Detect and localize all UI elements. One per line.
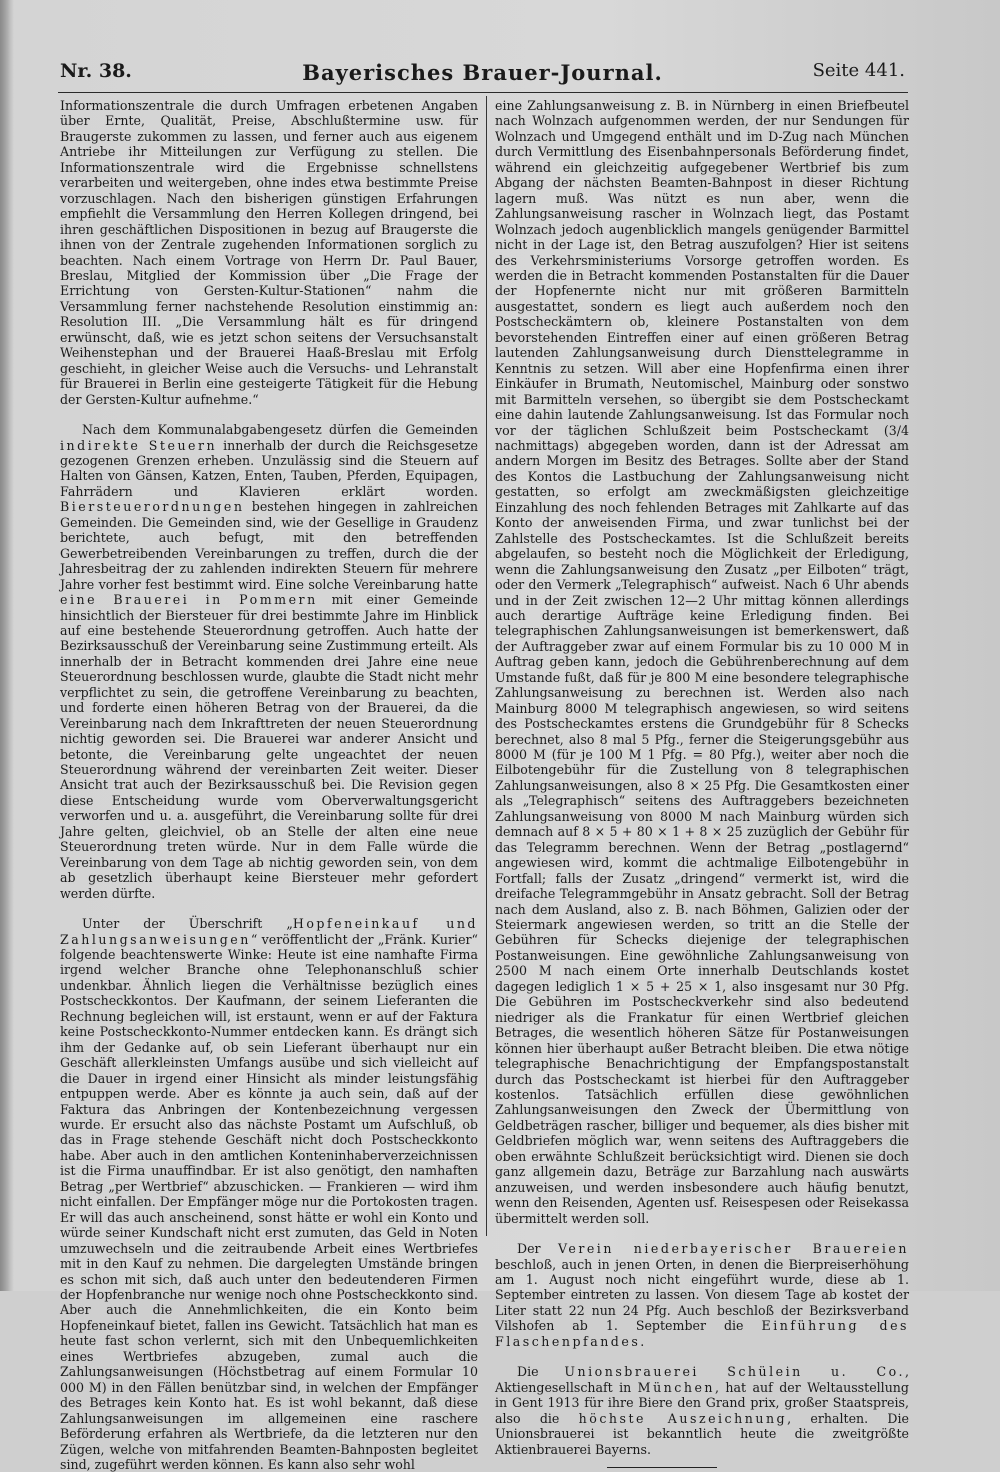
right-paragraph-3: [495, 1364, 909, 1457]
spaced-emphasis: München: [637, 1379, 716, 1395]
text-run: “ veröffentlicht der „Fränk. Kurier“ folgende beachtenswerte Winke: Heute ist eine namhafte Firma irgend welcher Branche ohne Telephonanschluß schier undenkbar. Ähnlich liegen die Verhältnisse bezüglich eines Postscheckkontos. Der Kaufmann, der seinem Lieferanten die Rechnung begleichen will, ist erstaunt, wenn er auf der Faktura keine Postscheckkonto-Nummer entdecken kann. Es drängt sich ihm der Gedanke auf, ob sein Lieferant überhaupt nur ein Geschäft allerkleinsten Umfangs ausübe und sich vielleicht auf die Dauer in irgend einer Hinsicht als minder leistungsfähig entpuppen werde. Aber es könnte ja auch sein, daß auf der Faktura das Anbringen der Kontenbezeichnung vergessen wurde. Er ersucht also das nächste Postamt um Aufschluß, ob das in Frage stehende Geschäft nicht doch Postscheckkonto habe. Aber auch in den amtlichen Konteninhaberverzeichnissen ist die Firma unauffindbar. Er ist also genötigt, den namhaften Betrag „per Wertbrief“ abzuschicken. — Frankieren — wird ihm nicht einfallen. Der Empfänger möge nur die Portokosten tragen. Er will das auch anscheinend, sonst hätte er wohl ein Konto und würde seiner Kundschaft nicht erst zumuten, das Geld in Noten umzuwechseln und die zeitraubende Arbeit eines Wertbriefes mit in den Kauf zu nehmen. Die dargelegten Umstände bringen es schon mit sich, daß auch unter den bedeutenderen Firmen der Hopfenbranche nur wenige noch ohne Postscheckkonto sind. Aber auch die Annehmlichkeiten, die ein Konto beim Hopfeneinkauf bietet, fallen ins Gewicht. Tatsächlich hat man es heute fast schon verlernt, sich mit den Unbequemlichkeiten eines Wertbriefes abzugeben, zumal auch die Zahlungsanweisungen (Höchstbetrag auf einem Formular 10 000 M) in den Fällen benützbar sind, in welchen der Empfänger des Betrages kein Konto hat. Es ist wohl bekannt, daß diese Zahlungsanweisungen im allgemeinen eine raschere Beförderung erfahren als Wertbriefe, da die letzteren nur den Zügen, welche von mitfahrenden Beamten-Bahnposten begleitet sind, zugeführt werden können. Es kann also sehr wohl: [60, 931, 478, 1472]
spaced-emphasis: Biersteuerordnungen: [60, 499, 245, 515]
text-run: Nach dem Kommunalabgabengesetz dürfen die Gemeinden: [82, 422, 478, 438]
spaced-emphasis: höchste Auszeichnung: [578, 1410, 788, 1426]
left-paragraph-1: Informationszentrale die durch Umfragen erbetenen Angaben über Ernte, Qualität, Preise, Abschlußtermine usw. für Braugerste zukommen zu lassen, und ferner auch aus eigenem Antriebe ihr Mitteilungen zur Verfügung zu stellen. Die Informationszentrale wird die Ergebnisse schnellstens verarbeiten und weitergeben, ohne indes etwa bestimmte Preise vorzuschlagen. Nach den bisherigen günstigen Erfahrungen empfiehlt die Versammlung den Herren Kollegen dringend, bei ihren geschäftlichen Dispositionen in bezug auf Braugerste die ihnen von der Zentrale zugehenden Informationen sorglich zu beachten. Nach einem Vortrage von Herrn Dr. Paul Bauer, Breslau, Mitglied der Kommission über „Die Frage der Errichtung von Gersten-Kultur-Stationen“ nahm die Versammlung ferner nachstehende Resolution einstimmig an: Resolution III. „Die Versammlung hält es für dringend erwünscht, daß, wie es jetzt schon seitens der Versuchsanstalt Weihenstephan und der Brauerei Haaß-Breslau mit Erfolg geschieht, in gleicher Weise auch die Versuchs- und Lehranstalt für Brauerei in Berlin eine gesteigerte Tätigkeit für die Hebung der Gersten-Kultur aufnehme.“: [60, 98, 478, 407]
page-number: Seite 441.: [812, 60, 905, 81]
spaced-emphasis: Verein niederbayerischer Brauereien: [557, 1241, 909, 1257]
text-run: , erhalten. Die Unionsbrauerei ist bekanntlich heute die zweitgrößte Aktienbrauerei Bayerns.: [495, 1410, 909, 1457]
right-column: [495, 98, 909, 1457]
article-end-rule: [607, 1467, 717, 1468]
spaced-emphasis: Hopfeneinkauf und Zahlungsanweisungen: [60, 916, 478, 947]
left-column: [60, 98, 478, 1472]
right-paragraph-1: eine Zahlungsanweisung z. B. in Nürnberg in einen Briefbeutel nach Wolnzach aufgenommen werden, der nur Sendungen für Wolnzach und Umgegend enthält und im D-Zug nach München durch Vermittlung des Eisenbahnpersonals Beförderung findet, während ein gleichzeitig aufgegebener Wertbrief bis zum Abgang der nächsten Beamten-Bahnpost in dieser Richtung lagern muß. Was nützt es nun aber, wenn die Zahlungsanweisung rascher in Wolnzach liegt, das Postamt Wolnzach jedoch augenblicklich mangels genügender Barmittel nicht in der Lage ist, den Betrag auszufolgen? Hier ist seitens des Verkehrsministeriums Vorsorge getroffen worden. Es werden die in Betracht kommenden Postanstalten für die Dauer der Hopfenernte nicht nur mit größeren Barmitteln ausgestattet, sondern es liegt auch außerdem noch den Postscheckämtern ob, kleinere Postanstalten von dem bevorstehenden Eintreffen einer auf einen größeren Betrag lautenden Zahlungsanweisung durch Diensttelegramme in Kenntnis zu setzen. Will aber eine Hopfenfirma einen ihrer Einkäufer in Brumath, Neutomischel, Mainburg oder sonstwo mit Barmitteln versehen, so übergibt sie dem Postscheckamt eine dahin lautende Zahlungsanweisung. Ist das Formular noch vor der täglichen Schlußzeit beim Postscheckamt (3/4 nachmittags) abgegeben worden, dann ist der Adressat am andern Morgen im Besitz des Betrages. Sollte aber der Stand des Kontos die Lastbuchung der Zahlungsanweisung nicht gestatten, so erfolgt am zweckmäßigsten gleichzeitige Einzahlung des noch fehlenden Betrages mit Zahlkarte auf das Konto der anweisenden Firma, und zwar tunlichst bei der Zahlstelle des Postscheckamtes. Ist die Schlußzeit bereits abgelaufen, so besteht noch die Möglichkeit der Erledigung, wenn die Zahlungsanweisung den Zusatz „per Eilboten“ trägt, oder den Vermerk „Telegraphisch“ aufweist. Nach 6 Uhr abends und in der Zeit zwischen 12—2 Uhr mittag können allerdings auch derartige Aufträge keine Erledigung finden. Bei telegraphischen Zahlungsanweisungen ist bemerkenswert, daß der Auftraggeber zwar auf einem Formular bis zu 10 000 M in Auftrag geben kann, jedoch die Gebührenberechnung auf dem Umstande fußt, daß für je 800 M eine besondere telegraphische Zahlungsanweisung zu berechnen ist. Werden also nach Mainburg 8000 M telegraphisch angewiesen, so wird seitens des Postscheckamtes erstens die Grundgebühr für 8 Schecks berechnet, also 8 mal 5 Pfg., ferner die Steigerungsgebühr aus 8000 M (für je 100 M 1 Pfg. = 80 Pfg.), weiter aber noch die Eilbotengebühr für die Zustellung von 8 telegraphischen Zahlungsanweisungen, also 8 × 25 Pfg. Die Gesamtkosten einer als „Telegraphisch“ seitens des Auftraggebers bezeichneten Zahlungsanweisung von 8000 M nach Mainburg würden sich demnach auf 8 × 5 + 80 × 1 + 8 × 25 zuzüglich der Gebühr für das Telegramm berechnen. Wenn der Betrag „postlagernd“ angewiesen wird, kommt die achtmalige Eilbotengebühr in Fortfall; falls der Zusatz „dringend“ vermerkt ist, wird die dreifache Telegrammgebühr in Ansatz gebracht. Soll der Betrag nach dem Ausland, also z. B. nach Böhmen, Galizien oder der Steiermark angewiesen werden, so tritt an die Stelle der Gebühren für Schecks diejenige der telegraphischen Postanweisungen. Eine gewöhnliche Zahlungsanweisung von 2500 M nach einem Orte innerhalb Deutschlands kostet dagegen lediglich 1 × 5 + 25 × 1, also insgesamt nur 30 Pfg. Die Gebühren im Postscheckverkehr sind also bedeutend niedriger als die Frankatur für einen Wertbrief gleichen Betrages, die wesentlich höheren Sätze für Postanweisungen können hier überhaupt außer Betracht bleiben. Die etwa nötige telegraphische Benachrichtigung der Empfangspostanstalt durch das Postscheckamt ist hierbei für den Auftraggeber kostenlos. Tatsächlich erfüllen diese gewöhnlichen Zahlungsanweisungen den Zweck der Übermittlung von Geldbeträgen rascher, billiger und bequemer, als dies bisher mit Geldbriefen möglich war, wenn seitens des Auftraggebers die oben erwähnte Schlußzeit berücksichtigt wird. Dienen sie doch ganz allgemein dazu, Beträge zur Barzahlung nach auswärts anzuweisen, und werden insbesondere auch häufig benutzt, wenn den Reisenden, Agenten usf. Reisespesen oder Reisekassa übermittelt werden soll.: [495, 98, 909, 1226]
journal-title: Bayerisches Brauer-Journal.: [302, 60, 663, 85]
text-run: Unter der Überschrift „: [82, 916, 293, 932]
text-run: bestehen hingegen in zahlreichen Gemeinden. Die Gemeinden sind, wie der Gesellige in Graudenz berichtete, auch befugt, mit den betreffenden Gewerbetreibenden Vereinbarungen zu treffen, durch die der Jahresbeitrag der zu zahlenden indirekten Steuern für mehrere Jahre vorher fest bestimmt wird. Eine solche Vereinbarung hatte: [60, 499, 478, 592]
spaced-emphasis: indirekte Steuern: [60, 437, 218, 453]
text-run: , Aktiengesellschaft in: [495, 1364, 909, 1395]
page-header: [60, 60, 905, 90]
text-run: mit einer Gemeinde hinsichtlich der Biersteuer für drei bestimmte Jahre im Hinblick auf eine bestehende Steuerordnung getroffen. Auch hatte der Bezirksausschuß der Vereinbarung seine Zustimmung erteilt. Als innerhalb der in Betracht kommenden drei Jahre eine neue Steuerordnung beschlossen wurde, glaubte die Stadt nicht mehr verpflichtet zu sein, die getroffene Vereinbarung zu beachten, und forderte einen höheren Betrag von der Brauerei, da die Vereinbarung nach dem Inkrafttreten der neuen Steuerordnung nichtig geworden sei. Die Brauerei war anderer Ansicht und betonte, die Vereinbarung gelte ungeachtet der neuen Steuerordnung während der vereinbarten Zeit weiter. Dieser Ansicht trat auch der Bezirksausschuß bei. Die Revision gegen diese Entscheidung wurde vom Oberverwaltungsgericht verworfen und u. a. ausgeführt, die Vereinbarung sollte für drei Jahre gelten, gleichviel, ob an Stelle der alten eine neue Steuerordnung treten würde. Nur in dem Falle würde die Vereinbarung von dem Tage ab nichtig geworden sein, von dem ab gesetzlich überhaupt keine Biersteuer mehr gefordert werden dürfte.: [60, 592, 478, 901]
header-rule: [58, 92, 908, 93]
text-run: beschloß, auch in jenen Orten, in denen die Bierpreiserhöhung am 1. August noch nicht eingeführt wurde, diese ab 1. September eintreten zu lassen. Von diesem Tage ab kostet der Liter statt 22 nun 24 Pfg. Auch beschloß der Bezirksverband Vilshofen ab 1. September die: [495, 1256, 909, 1334]
issue-number: Nr. 38.: [60, 60, 132, 82]
right-paragraph-2: [495, 1241, 909, 1349]
text-run: .: [640, 1333, 645, 1349]
text-run: Der: [517, 1241, 541, 1257]
text-run: , hat auf der Weltausstellung in Gent 1913 für ihre Biere den Grand prix, großer Staatspreis, also die: [495, 1379, 909, 1426]
left-paragraph-2: [60, 422, 478, 901]
spaced-emphasis: Einführung des Flaschenpfandes: [495, 1318, 909, 1349]
column-divider: [486, 96, 487, 1236]
left-paragraph-3: [60, 916, 478, 1472]
binding-shadow: [0, 0, 14, 1291]
text-run: innerhalb der durch die Reichsgesetze gezogenen Grenzen erheben. Unzulässig sind die Steuern auf Halten von Gänsen, Katzen, Enten, Tauben, Pferden, Equipagen, Fahrrädern und Klavieren erklärt worden.: [60, 437, 478, 499]
text-run: Die: [517, 1364, 539, 1380]
spaced-emphasis: Unionsbrauerei Schülein u. Co.: [564, 1364, 905, 1380]
spaced-emphasis: eine Brauerei in Pommern: [60, 592, 318, 608]
